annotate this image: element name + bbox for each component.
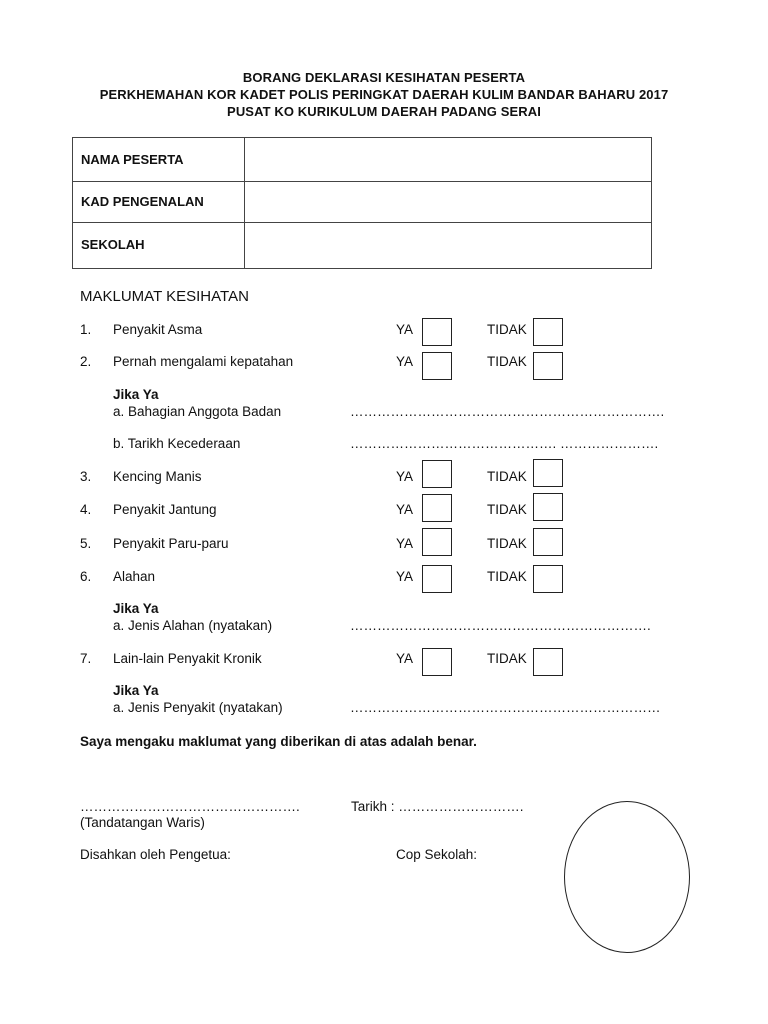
fracture-date-field[interactable]: ………………………………………. …………………. <box>350 436 659 451</box>
item-label-heart: Penyakit Jantung <box>113 502 217 517</box>
item-number: 2. <box>80 354 92 369</box>
form-title: BORANG DEKLARASI KESIHATAN PESERTA <box>242 70 526 85</box>
asthma-yes-checkbox[interactable] <box>422 318 452 346</box>
principal-approval-label: Disahkan oleh Pengetua: <box>80 847 231 862</box>
allergy-no-checkbox[interactable] <box>533 565 563 593</box>
fracture-body-part-label: a. Bahagian Anggota Badan <box>113 404 282 419</box>
no-label: TIDAK <box>487 569 527 584</box>
heart-yes-checkbox[interactable] <box>422 494 452 522</box>
no-label: TIDAK <box>487 502 527 517</box>
participant-name-field[interactable] <box>244 138 651 181</box>
allergy-yes-checkbox[interactable] <box>422 565 452 593</box>
if-yes-label: Jika Ya <box>113 387 159 402</box>
fracture-yes-checkbox[interactable] <box>422 352 452 380</box>
participant-id-row <box>73 181 651 223</box>
form-subtitle-venue: PUSAT KO KURIKULUM DAERAH PADANG SERAI <box>227 104 541 119</box>
participant-school-field[interactable] <box>244 222 651 268</box>
form-subtitle-event: PERKHEMAHAN KOR KADET POLIS PERINGKAT DAERAH KULIM BANDAR BAHARU 2017 <box>99 87 669 102</box>
item-label-lung: Penyakit Paru-paru <box>113 536 229 551</box>
date-field[interactable]: Tarikh : ………………………. <box>351 799 524 814</box>
participant-school-label: SEKOLAH <box>81 237 145 252</box>
diabetes-yes-checkbox[interactable] <box>422 460 452 488</box>
chronic-type-field[interactable]: …………………………………………………………… <box>350 700 661 715</box>
yes-label: YA <box>396 469 414 484</box>
allergy-type-field[interactable]: …………………………………………………………. <box>350 618 651 633</box>
item-label-allergy: Alahan <box>113 569 156 584</box>
participant-school-row <box>73 222 651 268</box>
yes-label: YA <box>396 322 414 337</box>
participant-name-row <box>73 138 651 182</box>
fracture-body-part-field[interactable]: ……………………………………………………………. <box>350 404 665 419</box>
no-label: TIDAK <box>487 536 527 551</box>
item-number: 1. <box>80 322 92 337</box>
lung-no-checkbox[interactable] <box>533 528 563 556</box>
chronic-type-label: a. Jenis Penyakit (nyatakan) <box>113 700 283 715</box>
health-section-heading: MAKLUMAT KESIHATAN <box>80 288 249 305</box>
no-label: TIDAK <box>487 322 527 337</box>
yes-label: YA <box>396 502 414 517</box>
item-label-chronic: Lain-lain Penyakit Kronik <box>113 651 262 666</box>
item-number: 5. <box>80 536 92 551</box>
item-label-asthma: Penyakit Asma <box>113 322 203 337</box>
lung-yes-checkbox[interactable] <box>422 528 452 556</box>
participant-name-label: NAMA PESERTA <box>81 152 184 167</box>
no-label: TIDAK <box>487 354 527 369</box>
fracture-no-checkbox[interactable] <box>533 352 563 380</box>
declaration-statement: Saya mengaku maklumat yang diberikan di atas adalah benar. <box>80 734 477 749</box>
participant-id-label: KAD PENGENALAN <box>81 194 204 209</box>
chronic-yes-checkbox[interactable] <box>422 648 452 676</box>
diabetes-no-checkbox[interactable] <box>533 459 563 487</box>
item-number: 4. <box>80 502 92 517</box>
allergy-type-label: a. Jenis Alahan (nyatakan) <box>113 618 273 633</box>
participant-id-field[interactable] <box>244 181 651 222</box>
item-number: 6. <box>80 569 92 584</box>
no-label: TIDAK <box>487 469 527 484</box>
item-number: 3. <box>80 469 92 484</box>
yes-label: YA <box>396 354 414 369</box>
guardian-signature-field[interactable]: …………………………………………. <box>80 799 300 814</box>
asthma-no-checkbox[interactable] <box>533 318 563 346</box>
item-label-fracture: Pernah mengalami kepatahan <box>113 354 294 369</box>
fracture-date-label: b. Tarikh Kecederaan <box>113 436 241 451</box>
no-label: TIDAK <box>487 651 527 666</box>
guardian-signature-label: (Tandatangan Waris) <box>80 815 205 830</box>
item-label-diabetes: Kencing Manis <box>113 469 202 484</box>
yes-label: YA <box>396 651 414 666</box>
item-number: 7. <box>80 651 92 666</box>
school-stamp-circle <box>564 801 690 953</box>
yes-label: YA <box>396 569 414 584</box>
yes-label: YA <box>396 536 414 551</box>
heart-no-checkbox[interactable] <box>533 493 563 521</box>
chronic-no-checkbox[interactable] <box>533 648 563 676</box>
if-yes-label: Jika Ya <box>113 683 159 698</box>
if-yes-label: Jika Ya <box>113 601 159 616</box>
school-stamp-label: Cop Sekolah: <box>396 847 478 862</box>
participant-info-table <box>72 137 652 269</box>
